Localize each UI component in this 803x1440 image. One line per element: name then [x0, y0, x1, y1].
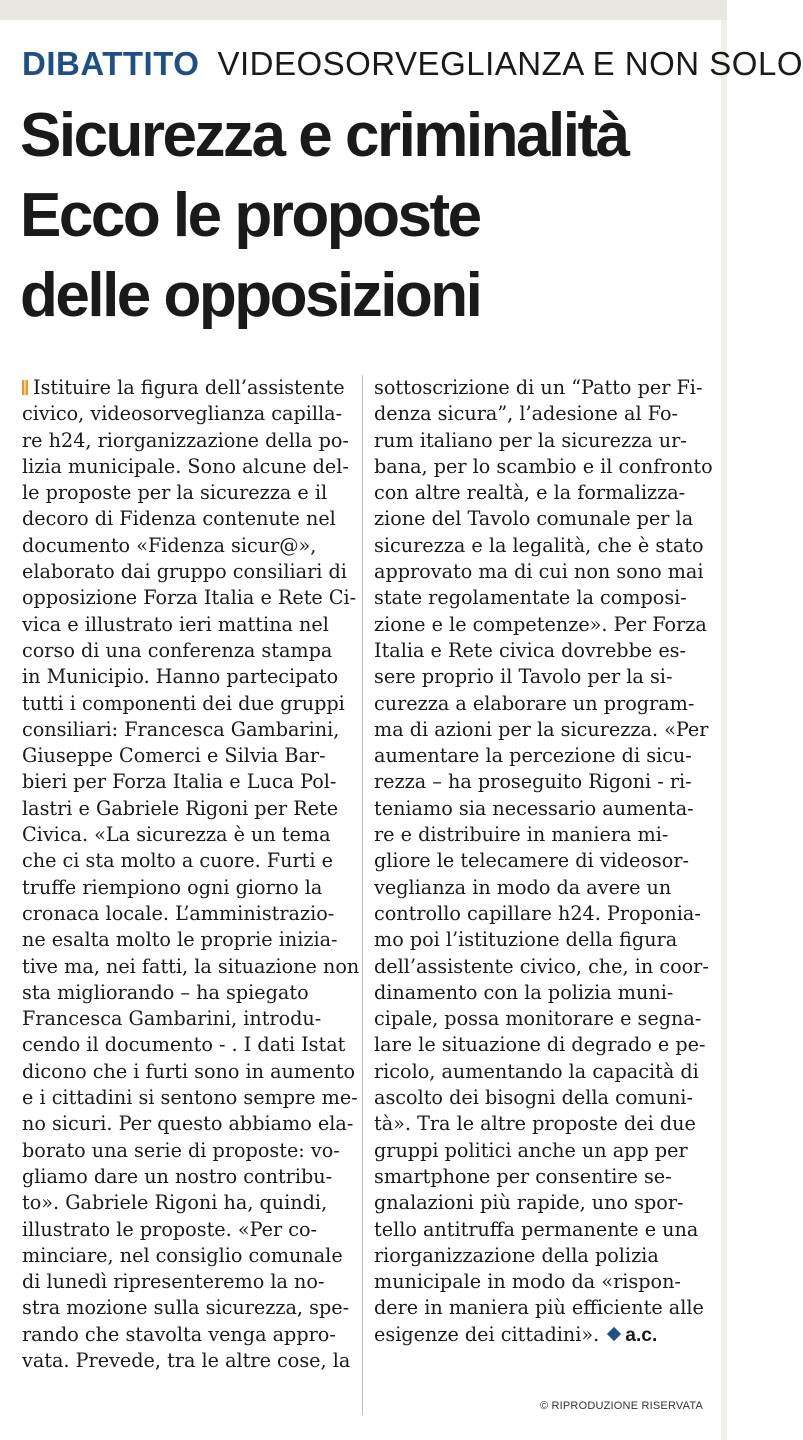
text-line-content: lare le situazione di degrado e pe- [374, 1033, 706, 1057]
text-line [374, 875, 704, 901]
text-line [22, 1190, 352, 1216]
column-divider [362, 375, 363, 1415]
text-line [374, 664, 704, 690]
text-line [374, 980, 704, 1006]
text-line-content: gliamo dare un nostro contribu- [22, 1164, 333, 1188]
text-line-content: dicono che i furti sono in aumento [22, 1059, 356, 1083]
text-line-content: tutti i componenti dei due gruppi [22, 691, 345, 715]
kicker [22, 44, 803, 84]
text-line [374, 954, 709, 980]
text-line [374, 691, 704, 717]
text-line-content: bana, per lo scambio e il confronto [374, 454, 713, 478]
text-line [374, 585, 704, 611]
text-line [374, 638, 704, 664]
text-line-content: illustrato le proposte. «Per co- [22, 1217, 318, 1241]
text-line [374, 1085, 704, 1111]
text-line-content: con altre realtà, e la formalizza- [374, 481, 686, 505]
text-line [22, 401, 352, 427]
text-line-content: zione e le competenze». Per Forza [374, 612, 707, 636]
text-line [22, 1217, 352, 1243]
text-line [22, 822, 352, 848]
text-line [374, 769, 704, 795]
text-line [374, 848, 704, 874]
text-line-content: Giuseppe Comerci e Silvia Bar- [22, 744, 326, 768]
text-line-content: cronaca locale. L’amministrazio- [22, 901, 335, 925]
text-line-content: denza sicura”, l’adesione al Fo- [374, 402, 678, 426]
text-line [374, 506, 704, 532]
text-line-content: aumentare la percezione di sicu- [374, 744, 692, 768]
text-line-content: sottoscrizione di un “Patto per Fi- [374, 376, 703, 399]
text-line-content: ricolo, aumentando la capacità di [374, 1059, 699, 1083]
text-line-content: controllo capillare h24. Proponia- [374, 901, 701, 925]
text-line-content: di lunedì ripresenteremo la no- [22, 1270, 325, 1294]
text-line-content: ascolto dei bisogni della comuni- [374, 1086, 693, 1110]
text-line-content: esigenze dei cittadini». [374, 1322, 600, 1346]
text-line-content: minciare, nel consiglio comunale [22, 1243, 343, 1267]
text-line-content: gruppi politici anche un app per [374, 1138, 688, 1162]
text-line-content: Francesca Gambarini, introdu- [22, 1007, 322, 1031]
text-line [22, 1138, 352, 1164]
text-line-content: dere in maniera più efficiente alle [374, 1296, 704, 1320]
text-line-content: vata. Prevede, tra le altre cose, la [22, 1348, 351, 1372]
text-line-content: mo poi l’istituzione della figura [374, 928, 678, 952]
text-line-content: sicurezza e la legalità, che è stato [374, 533, 704, 557]
text-line-content: dell’assistente civico, che, in coor- [374, 954, 709, 978]
text-line [22, 901, 352, 927]
headline [20, 96, 720, 336]
text-line [374, 1111, 704, 1137]
text-line-content: corso di una conferenza stampa [22, 638, 333, 662]
text-line [374, 428, 704, 454]
text-line [374, 1269, 704, 1295]
text-line-content: smartphone per consentire se- [374, 1164, 672, 1188]
article-column-left [22, 375, 360, 1374]
kicker-topic: VIDEOSORVEGLIANZA E NON SOLO [217, 45, 803, 82]
text-line [22, 1111, 352, 1137]
text-line-content: rando che stavolta venga appro- [22, 1322, 336, 1346]
text-line [374, 717, 709, 743]
text-line [22, 927, 352, 953]
text-line [374, 796, 704, 822]
text-line [22, 848, 352, 874]
text-line-content: sta migliorando – ha spiegato [22, 980, 309, 1004]
headline-line: Sicurezza e criminalità [20, 101, 628, 170]
text-line [22, 1085, 358, 1111]
text-line-content: rum italiano per la sicurezza ur- [374, 428, 687, 452]
text-line [22, 717, 352, 743]
text-line [374, 533, 704, 559]
text-line [22, 480, 352, 506]
text-line [22, 1164, 352, 1190]
article-column-right [374, 375, 713, 1349]
text-line [374, 454, 713, 480]
text-line [22, 612, 352, 638]
text-line-content: e i cittadini si sentono sempre me- [22, 1086, 358, 1110]
text-line-content: lizia municipale. Sono alcune del- [22, 454, 349, 478]
copyright-notice: © RIPRODUZIONE RISERVATA [539, 1400, 703, 1412]
text-line [374, 1243, 704, 1269]
text-line-content: riorganizzazione della polizia [374, 1243, 659, 1267]
text-line [374, 901, 704, 927]
text-line-content: decoro di Fidenza contenute nel [22, 507, 336, 531]
text-line-content: curezza a elaborare un program- [374, 691, 695, 715]
text-line [22, 1032, 352, 1058]
text-line-content: vica e illustrato ieri mattina nel [22, 612, 329, 636]
text-line-content: tello antitruffa permanente e una [374, 1217, 699, 1241]
author-signature: a.c. [625, 1324, 658, 1346]
text-line-content: veglianza in modo da avere un [374, 875, 672, 899]
kicker-category: DIBATTITO [22, 45, 200, 82]
text-line-content: municipale in modo da «rispon- [374, 1270, 681, 1294]
text-line-content: le proposte per la sicurezza e il [22, 481, 328, 505]
text-line-content: in Municipio. Hanno partecipato [22, 665, 339, 689]
text-line [374, 1006, 704, 1032]
text-line-content: opposizione Forza Italia e Rete Ci- [22, 586, 357, 610]
text-line [22, 1059, 356, 1085]
text-line [22, 559, 352, 585]
text-line [374, 1164, 704, 1190]
text-line [374, 1032, 704, 1058]
text-line-content: sere proprio il Tavolo per la si- [374, 665, 673, 689]
text-line-content: Istituire la figura dell’assistente [33, 376, 345, 399]
text-line-content: documento «Fidenza sicur@», [22, 533, 317, 557]
text-line-content: gnalazioni più rapide, uno spor- [374, 1191, 684, 1215]
text-line [22, 1269, 352, 1295]
text-line [22, 1243, 352, 1269]
text-line-content: ma di azioni per la sicurezza. «Per [374, 717, 709, 741]
page-top-strip [0, 0, 727, 20]
text-line [22, 428, 352, 454]
text-line [22, 1322, 352, 1348]
text-line [374, 743, 704, 769]
text-line-content: tà». Tra le altre proposte dei due [374, 1112, 696, 1136]
text-line-content: re e distribuire in maniera mi- [374, 823, 669, 847]
headline-line: Ecco le proposte [20, 181, 480, 250]
text-line [22, 585, 357, 611]
text-line-content: tive ma, nei fatti, la situazione non [22, 954, 360, 978]
paragraph-marker-icon [22, 380, 28, 395]
text-line [22, 375, 352, 401]
text-line [374, 1138, 704, 1164]
text-line [22, 454, 352, 480]
headline-line: delle opposizioni [20, 261, 481, 330]
page-edge [721, 20, 727, 1440]
text-line [374, 1190, 704, 1216]
text-line-content: zione del Tavolo comunale per la [374, 507, 694, 531]
text-line [374, 480, 704, 506]
text-line-content: cendo il documento - . I dati Istat [22, 1033, 346, 1057]
text-line [374, 1322, 704, 1349]
text-line [374, 612, 707, 638]
text-line [374, 1295, 704, 1321]
diamond-icon [607, 1327, 621, 1341]
text-line [22, 506, 352, 532]
text-line-content: dinamento con la polizia muni- [374, 980, 674, 1004]
text-line [22, 769, 352, 795]
text-line [374, 822, 704, 848]
text-line [374, 401, 704, 427]
text-line-content: rezza – ha proseguito Rigoni - ri- [374, 770, 692, 794]
text-line-content: che ci sta molto a cuore. Furti e [22, 849, 333, 873]
text-line [22, 980, 352, 1006]
text-line-content: re h24, riorganizzazione della po- [22, 428, 349, 452]
text-line-content: state regolamentate la composi- [374, 586, 687, 610]
text-line [22, 954, 360, 980]
text-line-content: no sicuri. Per questo abbiamo ela- [22, 1112, 354, 1136]
text-line [22, 533, 352, 559]
text-line [374, 1217, 704, 1243]
text-line-content: cipale, possa monitorare e segna- [374, 1007, 702, 1031]
text-line-content: teniamo sia necessario aumenta- [374, 796, 694, 820]
text-line [22, 638, 352, 664]
text-line [374, 1059, 704, 1085]
text-line-content: Italia e Rete civica dovrebbe es- [374, 638, 687, 662]
text-line [374, 927, 704, 953]
text-line-content: civico, videosorveglianza capilla- [22, 402, 343, 426]
text-line-content: approvato ma di cui non sono mai [374, 560, 704, 584]
text-line-content: borato una serie di proposte: vo- [22, 1138, 340, 1162]
text-line-content: Civica. «La sicurezza è un tema [22, 823, 331, 847]
text-line [374, 375, 704, 401]
text-line-content: lastri e Gabriele Rigoni per Rete [22, 796, 339, 820]
text-line-content: truffe riempiono ogni giorno la [22, 875, 323, 899]
text-line [22, 1006, 352, 1032]
text-line-content: stra mozione sulla sicurezza, spe- [22, 1296, 350, 1320]
text-line-content: elaborato dai gruppo consiliari di [22, 560, 347, 584]
text-line [22, 743, 352, 769]
text-line-content: to». Gabriele Rigoni ha, quindi, [22, 1191, 328, 1215]
text-line [22, 1348, 352, 1374]
text-line [22, 691, 352, 717]
text-line [374, 559, 704, 585]
text-line-content: bieri per Forza Italia e Luca Pol- [22, 770, 337, 794]
text-line [22, 875, 352, 901]
text-line-content: ne esalta molto le proprie inizia- [22, 928, 338, 952]
text-line-content: gliore le telecamere di videosor- [374, 849, 689, 873]
text-line [22, 796, 352, 822]
text-line [22, 664, 352, 690]
text-line [22, 1295, 352, 1321]
text-line-content: consiliari: Francesca Gambarini, [22, 717, 340, 741]
